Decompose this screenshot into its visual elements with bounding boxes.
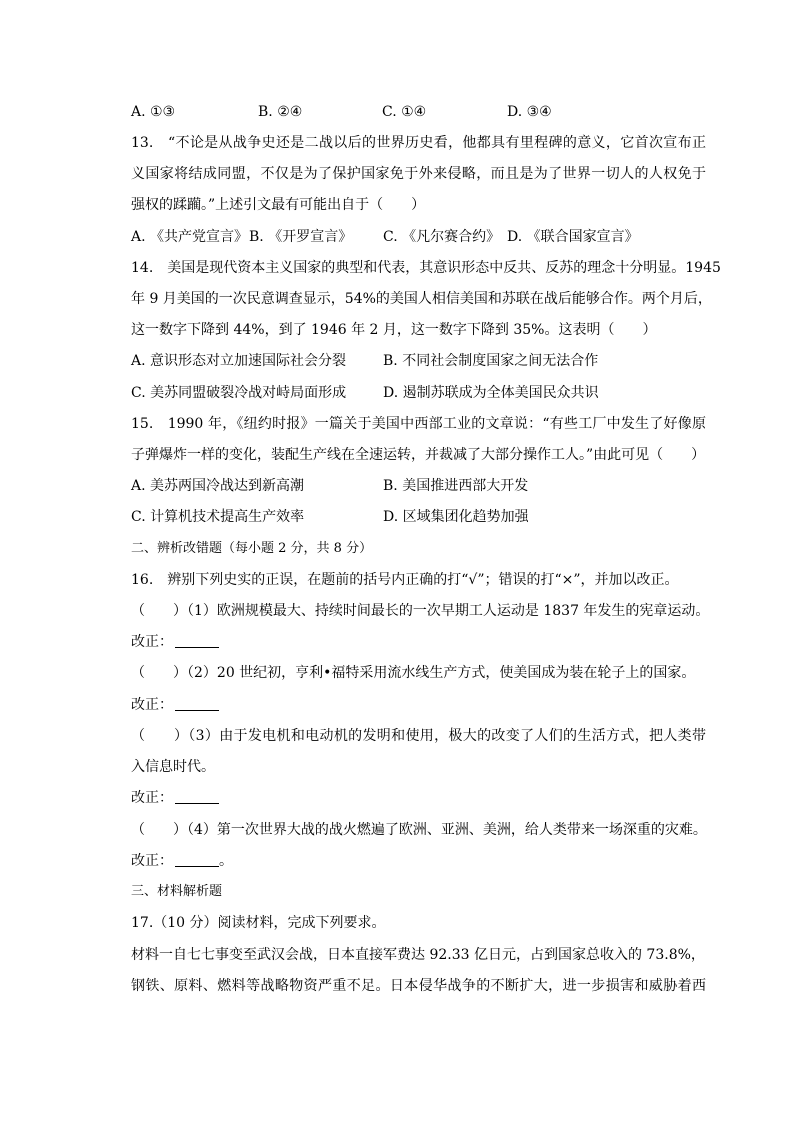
correction-label: 改正： [131,634,173,650]
q13-option-d: D. 《联合国家宣言》 [507,229,639,245]
q14-option-c: C. 美苏同盟破裂冷战对峙局面形成 [131,385,347,401]
q16-stem: 16. 辨别下列史实的正误，在题前的括号内正确的打“√”；错误的打“×”，并加以改正。 [131,572,679,588]
q13-options [131,226,706,248]
q15-stem-line-1: 15. 1990 年，《纽约时报》一篇关于美国中西部工业的文章说：“有些工厂中发生了好像原 [131,416,706,432]
q15-option-d: D. 区域集团化趋势加强 [383,509,529,525]
q16-correction-2 [131,694,706,716]
answer-blank[interactable] [175,852,219,867]
correction-label: 改正： [131,853,173,869]
q15-option-b: B. 美国推进西部大开发 [383,478,529,494]
q14-stem-line-1: 14. 美国是现代资本主义国家的典型和代表，其意识形态中反共、反苏的理念十分明显。1945 [131,260,721,276]
q12-option-d: D. ③④ [507,104,552,120]
q17-stem: 17.（10 分）阅读材料，完成下列要求。 [131,915,386,931]
q15-stem-line-2: 子弹爆炸一样的变化，装配生产线在全速运转，并裁减了大部分操作工人。”由此可见（ ） [131,447,706,463]
section-3-title: 三、材料解析题 [131,884,223,899]
q12-option-b: B. ②④ [258,104,303,120]
answer-blank[interactable] [175,696,219,711]
q12-options [131,101,706,123]
answer-blank[interactable] [175,789,219,804]
correction-label: 改正： [131,697,173,713]
section-2-title: 二、辨析改错题（每小题 2 分，共 8 分） [131,541,373,556]
q15-options-row-2 [131,506,706,528]
q16-item-3-cont: 入信息时代。 [131,759,215,775]
q14-option-d: D. 遏制苏联成为全体美国民众共识 [383,385,599,401]
answer-blank[interactable] [175,633,219,648]
q16-item-2: （ ）（2）20 世纪初，亨利•福特采用流水线生产方式，使美国成为装在轮子上的国家。 [131,665,696,681]
q14-option-a: A. 意识形态对立加速国际社会分裂 [131,353,347,369]
q13-stem-line-2: 义国家将结成同盟，不仅是为了保护国家免于外来侵略，而且是为了世界一切人的人权免于 [131,166,706,182]
q17-material-line-1: 材料一自七七事变至武汉会战，日本直接军费达 92.33 亿日元，占到国家总收入的 73.8%， [131,947,705,963]
q13-option-a: A. 《共产党宣言》 [131,229,249,245]
q15-option-a: A. 美苏两国冷战达到新高潮 [131,478,305,494]
q15-options-row-1 [131,475,706,497]
q16-correction-4 [131,850,706,872]
q14-options-row-2 [131,382,706,404]
q13-stem-line-1: 13. “不论是从战争史还是二战以后的世界历史看，他都具有里程碑的意义，它首次宣布正 [131,135,706,151]
q14-option-b: B. 不同社会制度国家之间无法合作 [383,353,599,369]
end-period: 。 [219,853,233,869]
q12-option-a: A. ①③ [131,104,176,120]
q14-options-row-1 [131,350,706,372]
q16-correction-3 [131,787,706,809]
correction-label: 改正： [131,790,173,806]
q14-stem-line-3: 这一数字下降到 44%，到了 1946 年 2 月，这一数字下降到 35%。这表明（ ） [131,322,657,338]
q12-option-c: C. ①④ [382,104,427,120]
q15-option-c: C. 计算机技术提高生产效率 [131,509,305,525]
q16-item-1: （ ）（1）欧洲规模最大、持续时间最长的一次早期工人运动是 1837 年发生的宪章运动。 [131,603,710,619]
q16-item-3: （ ）（3）由于发电机和电动机的发明和使用，极大的改变了人们的生活方式，把人类带 [131,728,706,744]
q16-item-4: （ ）（4）第一次世界大战的战火燃遍了欧洲、亚洲、美洲，给人类带来一场深重的灾难。 [131,822,707,838]
q14-stem-line-2: 年 9 月美国的一次民意调查显示，54%的美国人相信美国和苏联在战后能够合作。两个月后， [131,291,712,307]
q17-material-line-2: 钢铁、原料、燃料等战略物资严重不足。日本侵华战争的不断扩大，进一步损害和威胁着西 [131,978,706,994]
q16-correction-1 [131,631,706,653]
q13-option-b: B. 《开罗宣言》 [249,229,353,245]
q13-option-c: C. 《凡尔赛合约》 [383,229,501,245]
q13-stem-line-3: 强权的蹂躏。”上述引文最有可能出自于（ ） [131,197,426,213]
